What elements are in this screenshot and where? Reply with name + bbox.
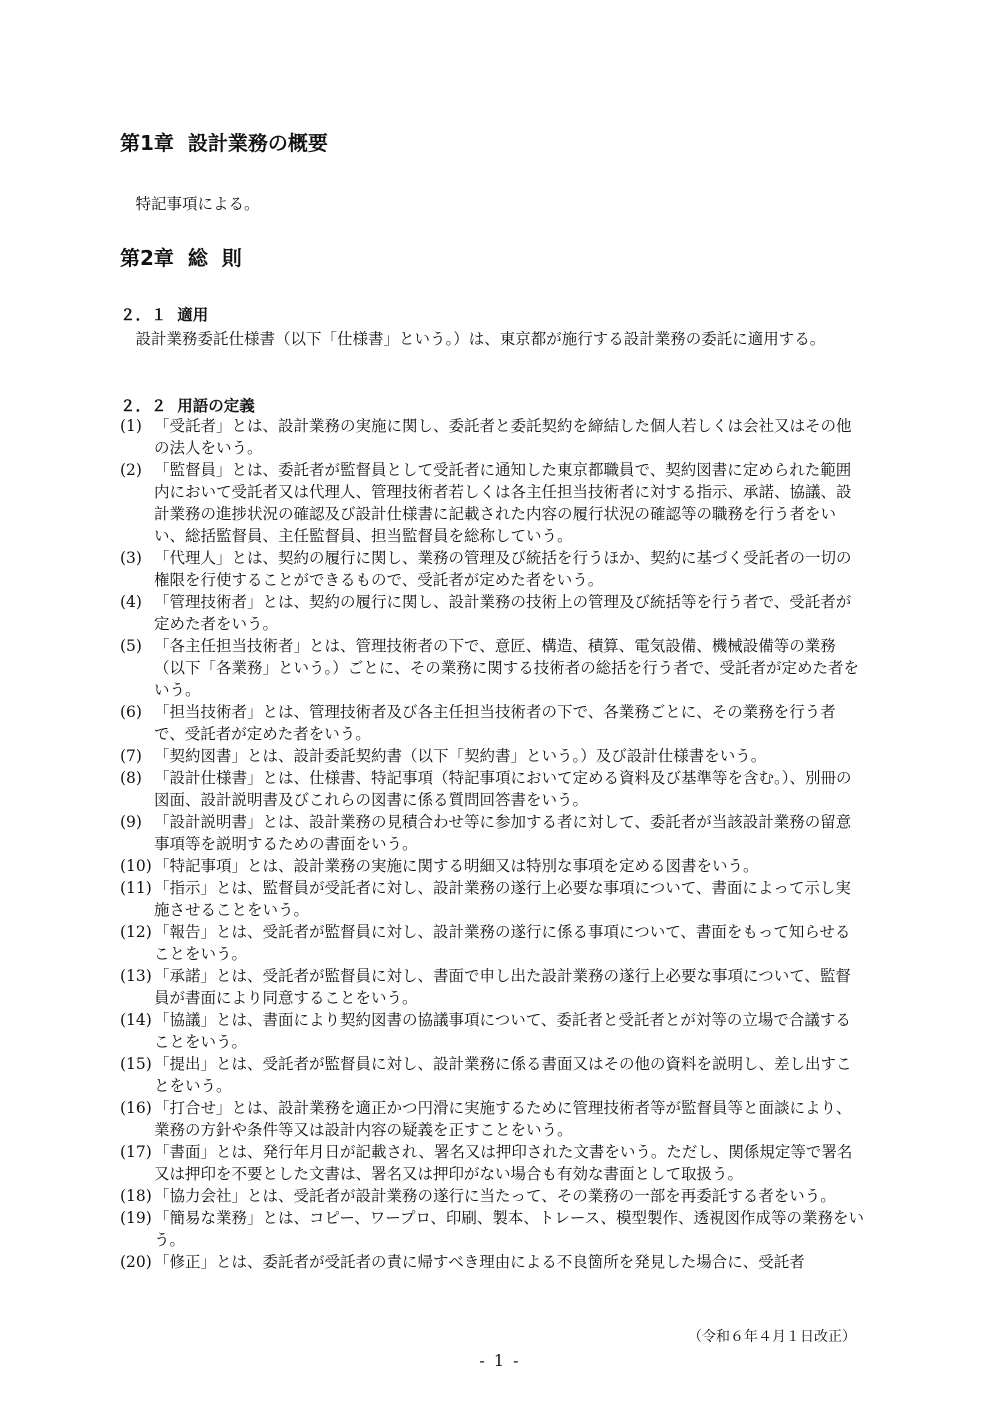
item-number: (11) xyxy=(120,879,152,897)
item-text: 「修正」とは、委託者が受託者の責に帰すべき理由による不良箇所を発見した場合に、受託者 xyxy=(154,1253,805,1271)
item-text: 「管理技術者」とは、契約の履行に関し、設計業務の技術上の管理及び統括等を行う者で、受託者が定めた者をいう。 xyxy=(154,593,852,633)
item-text: 「担当技術者」とは、管理技術者及び各主任担当技術者の下で、各業務ごとに、その業務を行う者で、受託者が定めた者をいう。 xyxy=(154,703,836,743)
item-text: 「協議」とは、書面により契約図書の協議事項について、委託者と受託者とが対等の立場で合議することをいう。 xyxy=(154,1011,851,1051)
item-text: 「報告」とは、受託者が監督員に対し、設計業務の遂行に係る事項について、書面をもって知らせることをいう。 xyxy=(154,923,851,963)
chapter2-title: 第2章 総 則 xyxy=(120,246,242,270)
item-text: 「提出」とは、受託者が監督員に対し、設計業務に係る書面又はその他の資料を説明し、差し出すことをいう。 xyxy=(154,1055,852,1095)
item-number: (19) xyxy=(120,1209,152,1227)
definition-item xyxy=(120,1009,865,1053)
item-number: (6) xyxy=(120,703,142,721)
section-2-1-heading: ２．１ 適用 xyxy=(120,306,209,324)
page-number: - 1 - xyxy=(479,1351,521,1370)
definition-item xyxy=(120,415,865,459)
definition-item xyxy=(120,1251,865,1273)
item-number: (7) xyxy=(120,747,142,765)
item-text: 「簡易な業務」とは、コピー、ワープロ、印刷、製本、トレース、模型製作、透視図作成等の業務をいう。 xyxy=(154,1209,865,1249)
revision-note: （令和６年４月１日改正） xyxy=(688,1329,856,1345)
item-number: (16) xyxy=(120,1099,152,1117)
definition-item xyxy=(120,591,865,635)
definition-item xyxy=(120,701,865,745)
section-2-2-heading: ２．２ 用語の定義 xyxy=(120,397,255,415)
item-number: (10) xyxy=(120,857,152,875)
definition-item xyxy=(120,459,865,547)
item-number: (12) xyxy=(120,923,152,941)
item-text: 「協力会社」とは、受託者が設計業務の遂行に当たって、その業務の一部を再委託する者をいう。 xyxy=(154,1187,836,1205)
item-number: (2) xyxy=(120,461,142,479)
item-text: 「打合せ」とは、設計業務を適正かつ円滑に実施するために管理技術者等が監督員等と面談により、業務の方針や条件等又は設計内容の疑義を正すことをいう。 xyxy=(154,1099,852,1139)
item-text: 「承諾」とは、受託者が監督員に対し、書面で申し出た設計業務の遂行上必要な事項について、監督員が書面により同意することをいう。 xyxy=(154,967,851,1007)
item-number: (5) xyxy=(120,637,142,655)
item-number: (3) xyxy=(120,549,142,567)
item-text: 「代理人」とは、契約の履行に関し、業務の管理及び統括を行うほか、契約に基づく受託者の一切の権限を行使することができるもので、受託者が定めた者をいう。 xyxy=(154,549,852,589)
item-number: (14) xyxy=(120,1011,152,1029)
definition-item xyxy=(120,635,865,701)
definition-item xyxy=(120,745,865,767)
definition-item xyxy=(120,1185,865,1207)
item-text: 「書面」とは、発行年月日が記載され、署名又は押印された文書をいう。ただし、関係規定等で署名又は押印を不要とした文書は、署名又は押印がない場合も有効な書面として取扱う。 xyxy=(154,1143,853,1183)
item-text: 「設計仕様書」とは、仕様書、特記事項（特記事項において定める資料及び基準等を含む。）、別冊の図面、設計説明書及びこれらの図書に係る質問回答書をいう。 xyxy=(154,769,852,809)
definition-item xyxy=(120,921,865,965)
item-number: (18) xyxy=(120,1187,152,1205)
definition-item xyxy=(120,877,865,921)
definition-item xyxy=(120,1053,865,1097)
definition-item xyxy=(120,547,865,591)
item-number: (4) xyxy=(120,593,142,611)
chapter1-body: 特記事項による。 xyxy=(135,195,260,213)
item-text: 「受託者」とは、設計業務の実施に関し、委託者と委託契約を締結した個人若しくは会社又はその他の法人をいう。 xyxy=(154,417,852,457)
definition-item xyxy=(120,767,865,811)
item-number: (1) xyxy=(120,417,142,435)
item-number: (9) xyxy=(120,813,142,831)
chapter1-title: 第1章 設計業務の概要 xyxy=(120,131,328,155)
definition-item xyxy=(120,1097,865,1141)
item-number: (17) xyxy=(120,1143,152,1161)
item-number: (15) xyxy=(120,1055,152,1073)
section-2-1-body: 設計業務委託仕様書（以下「仕様書」という。）は、東京都が施行する設計業務の委託に適用する。 xyxy=(135,330,826,348)
definition-list xyxy=(120,415,865,1273)
item-text: 「各主任担当技術者」とは、管理技術者の下で、意匠、構造、積算、電気設備、機械設備等の業務（以下「各業務」という。）ごとに、その業務に関する技術者の総括を行う者で、受託者が定めた者をいう。 xyxy=(154,637,859,699)
definition-item xyxy=(120,811,865,855)
definition-item xyxy=(120,855,865,877)
definition-item xyxy=(120,1207,865,1251)
item-number: (13) xyxy=(120,967,152,985)
item-text: 「設計説明書」とは、設計業務の見積合わせ等に参加する者に対して、委託者が当該設計業務の留意事項等を説明するための書面をいう。 xyxy=(154,813,852,853)
item-text: 「監督員」とは、委託者が監督員として受託者に通知した東京都職員で、契約図書に定められた範囲内において受託者又は代理人、管理技術者若しくは各主任担当技術者に対する指示、承諾、協議、設計業務の進捗状況の確認及び設計仕様書に記載された内容の履行状況の確認等の職務を行う者をいい、総括監督員、主任監督員、担当監督員を総称していう。 xyxy=(154,461,852,545)
item-number: (20) xyxy=(120,1253,152,1271)
item-text: 「契約図書」とは、設計委託契約書（以下「契約書」という。）及び設計仕様書をいう。 xyxy=(154,747,767,765)
definition-item xyxy=(120,965,865,1009)
item-text: 「指示」とは、監督員が受託者に対し、設計業務の遂行上必要な事項について、書面によって示し実施させることをいう。 xyxy=(154,879,851,919)
definition-item xyxy=(120,1141,865,1185)
item-text: 「特記事項」とは、設計業務の実施に関する明細又は特別な事項を定める図書をいう。 xyxy=(154,857,759,875)
item-number: (8) xyxy=(120,769,142,787)
